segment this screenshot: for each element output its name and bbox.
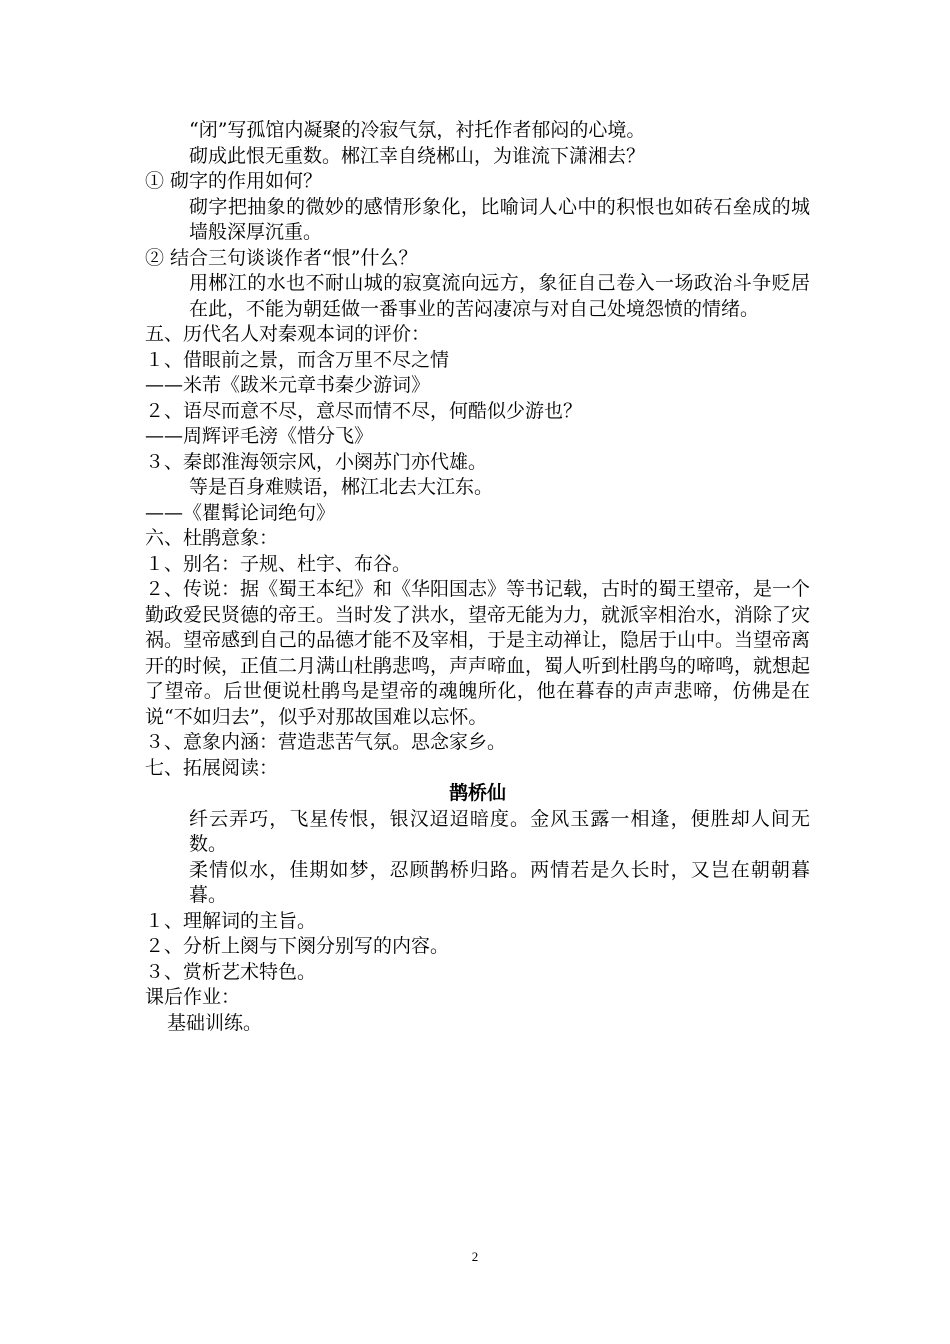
- list-item: ２、语尽而意不尽，意尽而情不尽，何酷似少游也？: [145, 399, 583, 422]
- text-line: 等是百身难赎语，郴江北去大江东。: [189, 476, 494, 498]
- text-line: “闭”写孤馆内凝聚的冷寂气氛，衬托作者郁闷的心境。: [189, 119, 646, 141]
- question-2: ② 结合三句谈谈作者“恨”什么？: [145, 246, 418, 269]
- poem-stanza-2: [145, 858, 810, 909]
- page-number: 2: [471, 1249, 479, 1264]
- section-heading: 七、拓展阅读：: [145, 756, 279, 779]
- quote-source: ——周辉评毛滂《惜分飞》: [145, 425, 374, 447]
- section-heading: 五、历代名人对秦观本词的评价：: [145, 323, 431, 345]
- section-heading: 六、杜鹃意象：: [145, 527, 279, 549]
- question-1: ① 砌字的作用如何？: [145, 170, 323, 192]
- list-item: ３、赏析艺术特色。: [145, 960, 317, 983]
- list-item: １、理解词的主旨。: [145, 909, 317, 932]
- page-content: [145, 118, 810, 1036]
- answer-2-text: 用郴江的水也不耐山城的寂寞流向远方，象征自己卷入一场政治斗争贬居在此，不能为朝廷做一番事业的苦闷凄凉与对自己处境怨愤的情绪。: [189, 272, 810, 320]
- list-item: ３、秦郎淮海领宗风，小阕苏门亦代雄。: [145, 450, 488, 473]
- list-item: １、借眼前之景，而含万里不尽之情: [145, 348, 450, 371]
- poem-stanza-1-text: 纤云弄巧，飞星传恨，银汉迢迢暗度。金风玉露一相逢，便胜却人间无数。: [189, 807, 810, 855]
- poem-stanza-2-text: 柔情似水，佳期如梦，忍顾鹊桥归路。两情若是久长时，又岂在朝朝暮暮。: [189, 858, 810, 906]
- homework-item: 基础训练。: [167, 1011, 263, 1034]
- list-item: １、别名：子规、杜宇、布谷。: [145, 552, 412, 575]
- poem-stanza-1: [145, 807, 810, 858]
- homework-heading: 课后作业：: [145, 986, 241, 1008]
- answer-2: [145, 271, 810, 322]
- quote-source: ——米芾《跋米元章书秦少游词》: [145, 374, 431, 396]
- poem-title: 鹊桥仙: [448, 782, 506, 804]
- list-item: ３、意象内涵：营造悲苦气氛。思念家乡。: [145, 731, 507, 753]
- answer-1-text: 砌字把抽象的微妙的感情形象化，比喻词人心中的积恨也如砖石垒成的城墙般深厚沉重。: [189, 195, 810, 243]
- list-item: ２、分析上阕与下阕分别写的内容。: [145, 935, 450, 957]
- quote-source: ——《瞿髯论词绝句》: [145, 501, 336, 524]
- text-line: 砌成此恨无重数。郴江幸自绕郴山，为谁流下潇湘去？: [189, 144, 646, 167]
- legend-paragraph: ２、传说：据《蜀王本纪》和《华阳国志》等书记载，古时的蜀王望帝，是一个勤政爱民贤德的帝王。当时发了洪水，望帝无能为力，就派宰相治水，消除了灾祸。望帝感到自己的品德才能不及宰相，于是主动禅让，隐居于山中。当望帝离开的时候，正值二月满山杜鹃悲鸣，声声啼血，蜀人听到杜鹃鸟的啼鸣，就想起了望帝。后世便说杜鹃鸟是望帝的魂魄所化，他在暮春的声声悲啼，仿佛是在说“不如归去”，似乎对那故国难以忘怀。: [145, 578, 811, 728]
- answer-1: [145, 195, 810, 246]
